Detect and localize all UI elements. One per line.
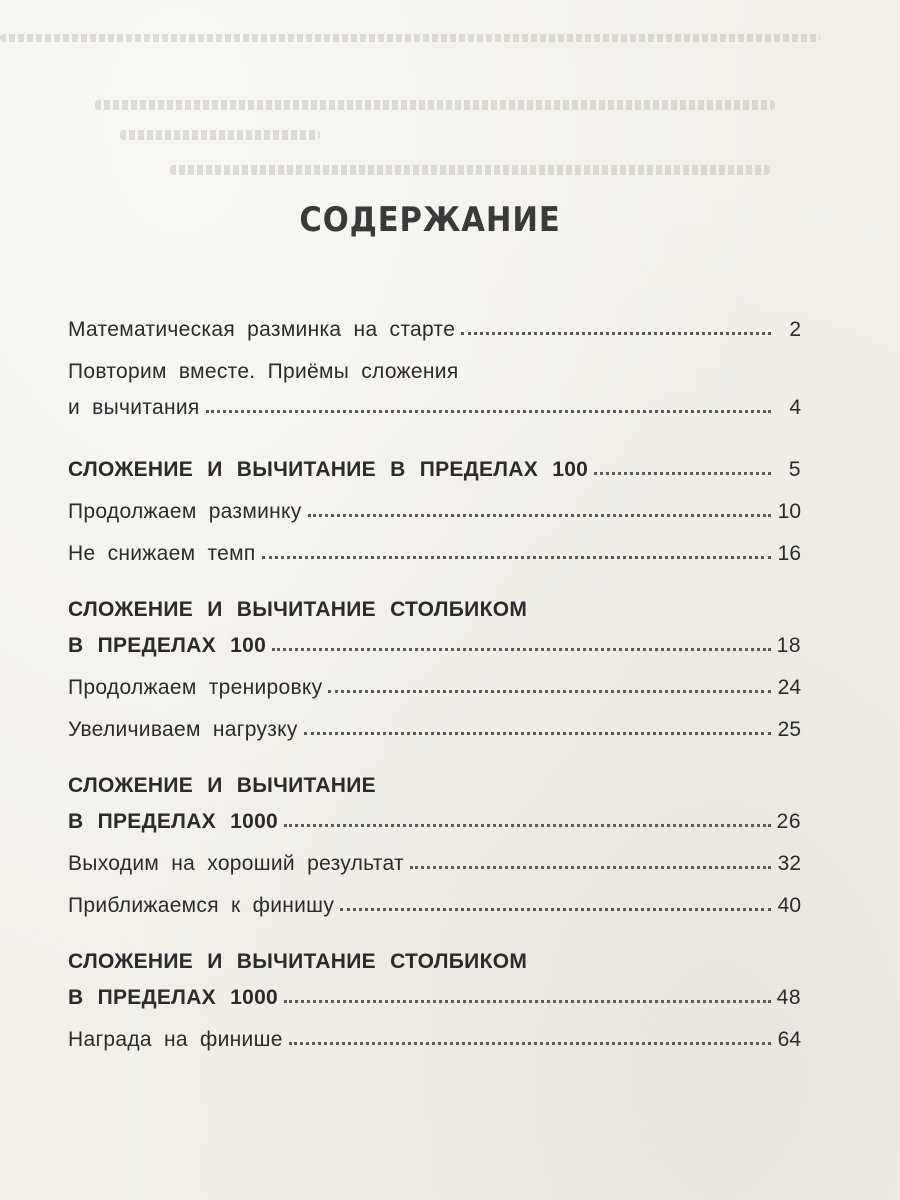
toc-entry-title: Не снижаем темп (68, 542, 256, 565)
leader-dots (284, 1000, 771, 1003)
toc-entry[interactable] (68, 670, 801, 706)
page-title: СОДЕРЖАНИЕ (299, 200, 561, 240)
leader-dots (328, 690, 771, 693)
toc-entry[interactable] (68, 846, 801, 882)
table-of-contents (68, 312, 801, 1058)
toc-page-number: 25 (777, 718, 801, 741)
toc-section-title: СЛОЖЕНИЕ И ВЫЧИТАНИЕ В ПРЕДЕЛАХ 100 (68, 458, 589, 481)
leader-dots (594, 472, 771, 475)
leader-dots (304, 732, 771, 735)
toc-entry-title: Награда на финише (68, 1028, 283, 1051)
leader-dots (206, 410, 771, 413)
toc-section-entry[interactable] (68, 452, 801, 488)
toc-page-number: 16 (777, 542, 801, 565)
toc-entry-title: Продолжаем тренировку (68, 676, 323, 699)
toc-page-number: 24 (777, 676, 801, 699)
toc-entry-title: Приближаемся к финишу (68, 894, 335, 917)
leader-dots (272, 648, 771, 651)
toc-page-number: 40 (777, 894, 801, 917)
toc-section-title-cont: В ПРЕДЕЛАХ 1000 (68, 810, 279, 833)
toc-entry-title: Математическая разминка на старте (68, 318, 456, 341)
toc-section-title: СЛОЖЕНИЕ И ВЫЧИТАНИЕ СТОЛБИКОМ (68, 950, 528, 973)
toc-section-entry[interactable] (68, 768, 801, 840)
toc-section-title-cont: В ПРЕДЕЛАХ 1000 (68, 986, 279, 1009)
toc-entry[interactable] (68, 312, 801, 348)
toc-page-number: 32 (777, 852, 801, 875)
toc-entry[interactable] (68, 536, 801, 572)
show-through-text (0, 0, 900, 190)
toc-entry-title: Продолжаем разминку (68, 500, 302, 523)
leader-dots (289, 1042, 771, 1045)
toc-page-number: 4 (789, 396, 801, 419)
toc-page-number: 48 (776, 986, 801, 1009)
toc-section-title: СЛОЖЕНИЕ И ВЫЧИТАНИЕ СТОЛБИКОМ (68, 598, 528, 621)
toc-section-title-cont: В ПРЕДЕЛАХ 100 (68, 634, 267, 657)
toc-entry-title: Повторим вместе. Приёмы сложения (68, 360, 459, 383)
toc-entry[interactable] (68, 888, 801, 924)
toc-page-number: 2 (789, 318, 801, 341)
toc-entry[interactable] (68, 1022, 801, 1058)
toc-page-number: 18 (776, 634, 801, 657)
leader-dots (308, 514, 771, 517)
leader-dots (340, 908, 771, 911)
leader-dots (262, 556, 771, 559)
leader-dots (461, 332, 771, 335)
leader-dots (284, 824, 771, 827)
toc-page-number: 64 (777, 1028, 801, 1051)
toc-page-number: 10 (777, 500, 801, 523)
toc-section-entry[interactable] (68, 944, 801, 1016)
toc-entry-title: Увеличиваем нагрузку (68, 718, 298, 741)
toc-section-title: СЛОЖЕНИЕ И ВЫЧИТАНИЕ (68, 774, 376, 797)
toc-entry-title-cont: и вычитания (68, 396, 200, 419)
toc-entry[interactable] (68, 494, 801, 530)
toc-entry[interactable] (68, 712, 801, 748)
toc-section-entry[interactable] (68, 592, 801, 664)
leader-dots (410, 866, 771, 869)
toc-page-number: 5 (788, 458, 801, 481)
toc-entry[interactable] (68, 354, 801, 426)
toc-entry-title: Выходим на хороший результат (68, 852, 404, 875)
toc-page-number: 26 (776, 810, 801, 833)
